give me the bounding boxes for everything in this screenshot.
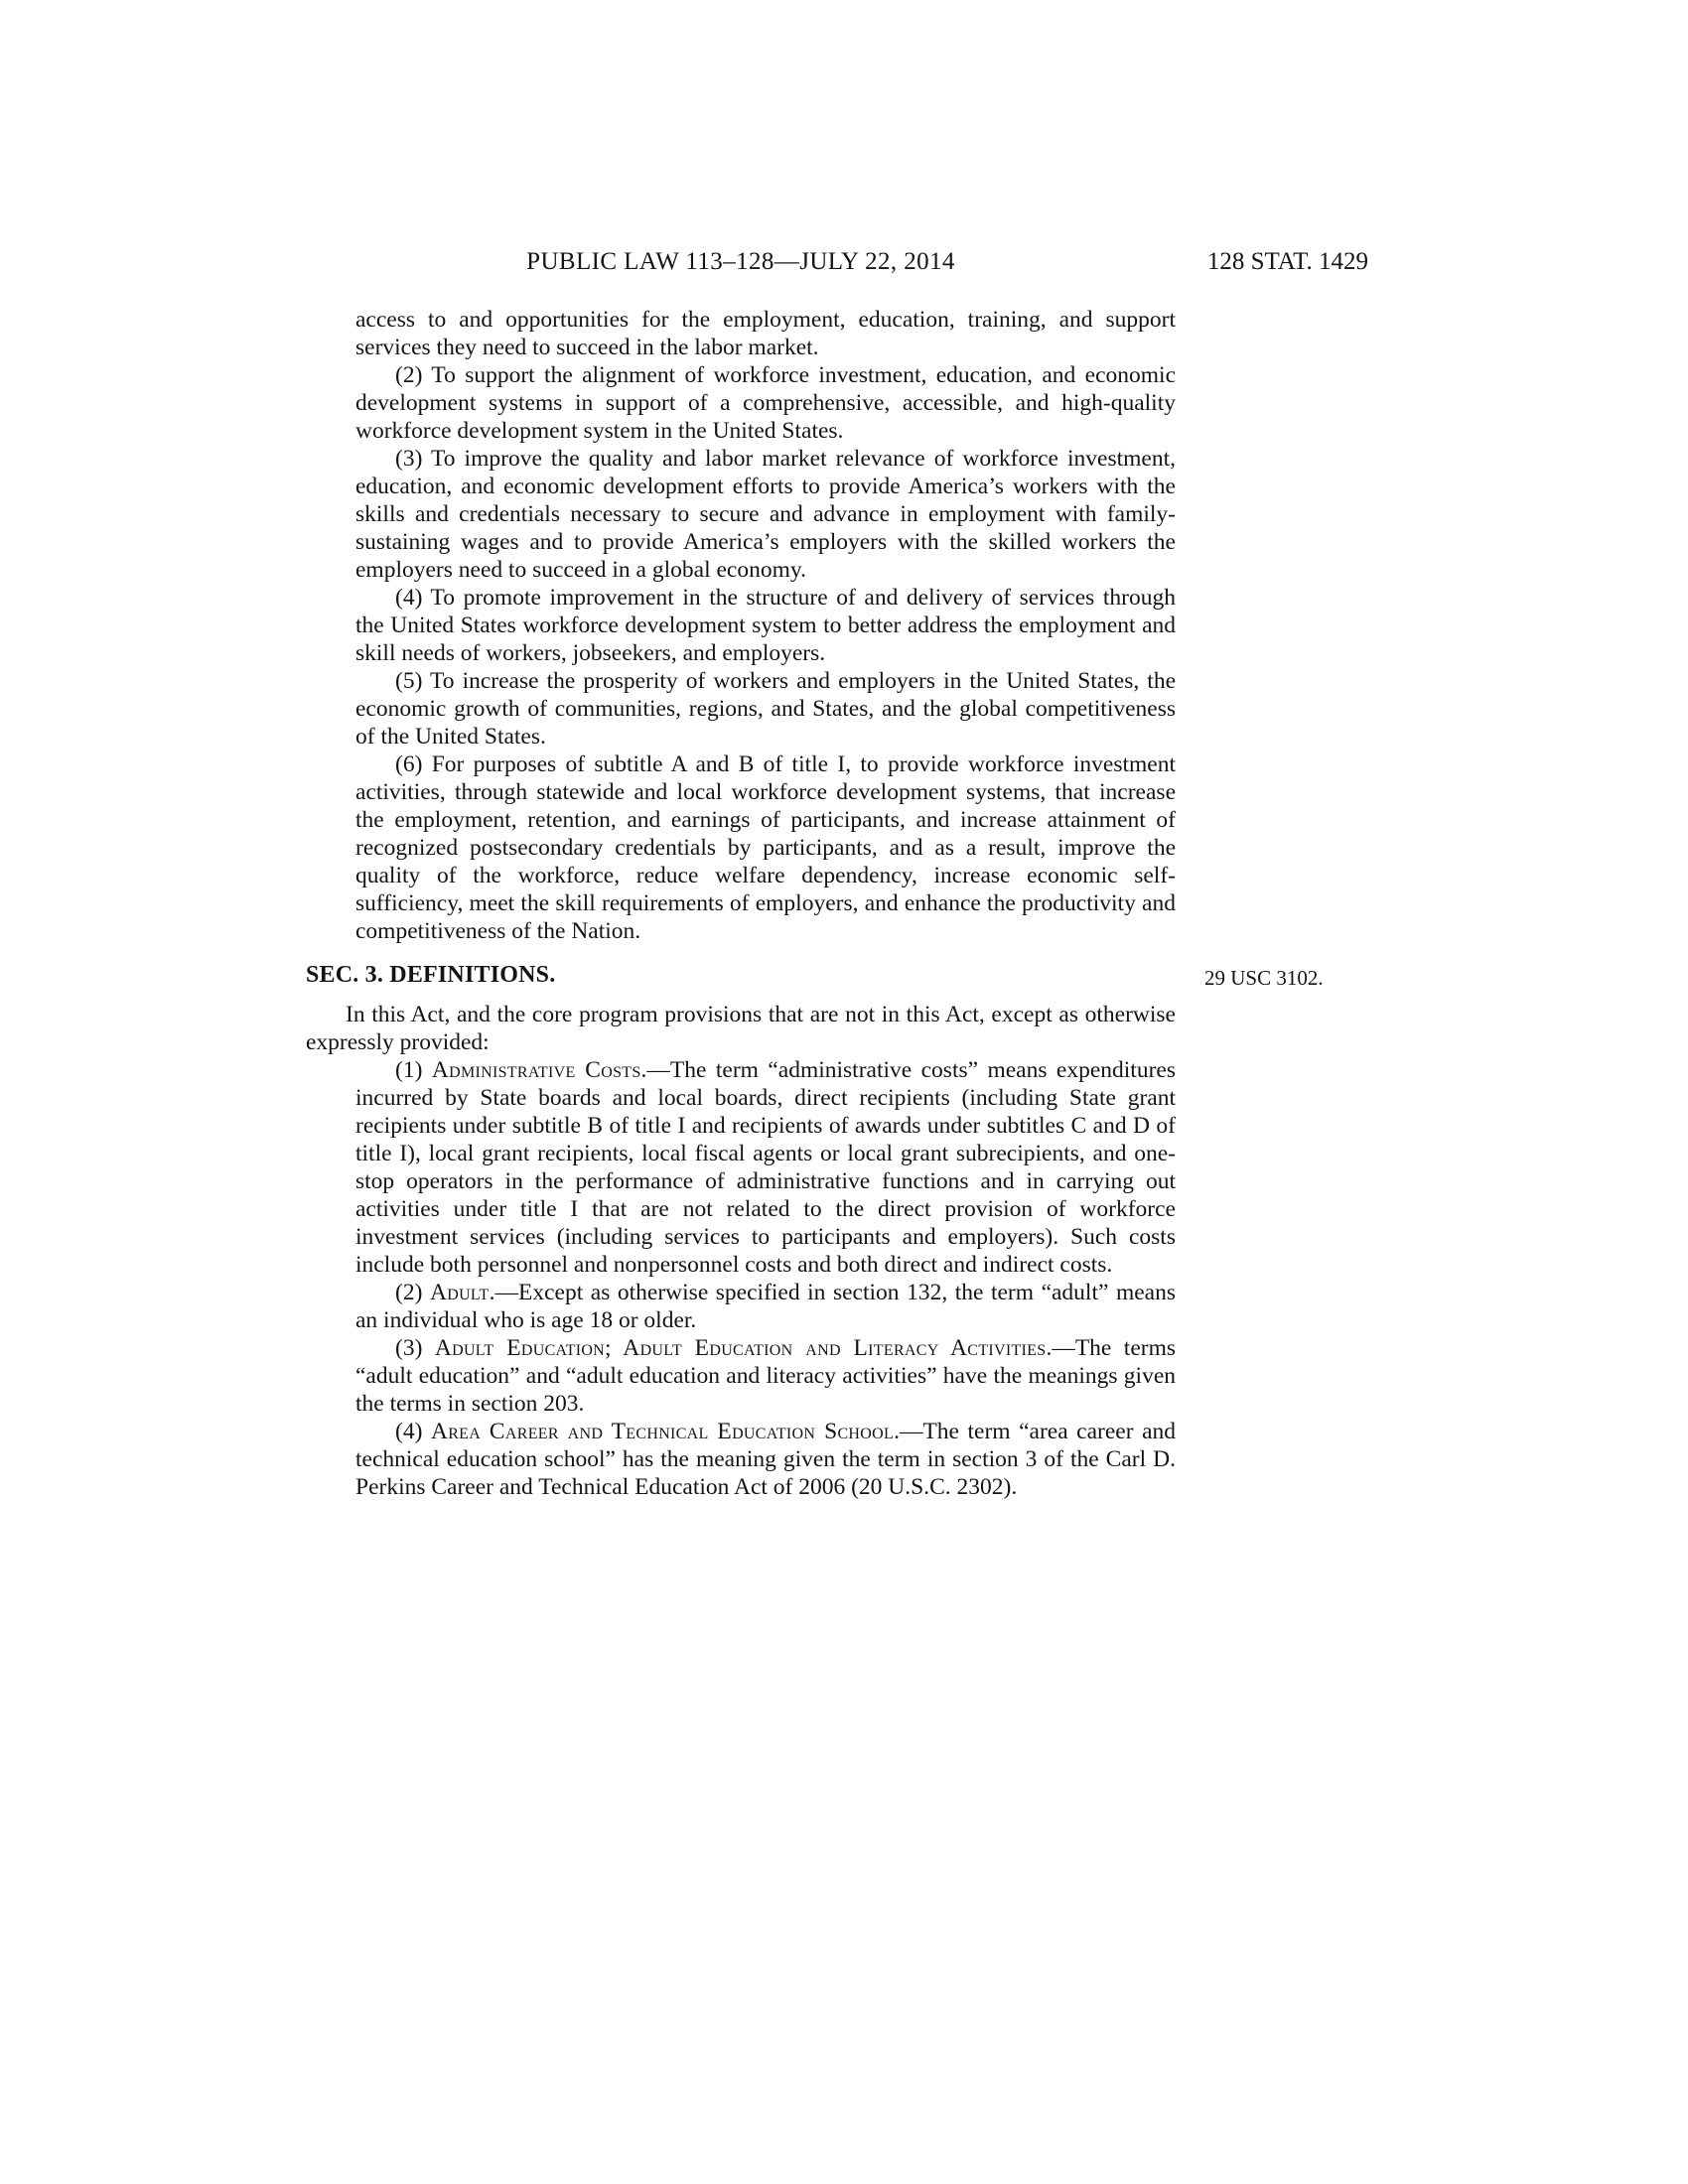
paragraph: [355, 306, 1176, 361]
text-run: (5) To increase the prosperity of workers and employers in the United States, the economic growth of communities, regions, and States, and the global competitiveness of the United States.: [355, 668, 1176, 750]
text-run: In this Act, and the core program provisions that are not in this Act, except as otherwise expressly provided:: [306, 1002, 1176, 1055]
body-content: [306, 306, 1324, 1501]
page-header: [306, 248, 1368, 280]
text-run: (6) For purposes of subtitle A and B of title I, to provide workforce investment activities, through statewide and local workforce development systems, that increase the employment, retention, and earnings of participants, and increase attainment of recognized postsecondary credentials by participants, and as a result, improve the quality of the workforce, reduce welfare dependency, increase economic self-sufficiency, meet the skill requirements of employers, and enhance the productivity and competitiveness of the Nation.: [355, 751, 1176, 944]
paragraph: [355, 1418, 1176, 1501]
defined-term: Administrative Costs: [431, 1057, 641, 1083]
text-run: .—The term “area career and technical education school” has the meaning given the term in section 3 of the Carl D. Perkins Career and Technical Education Act of 2006 (20 U.S.C. 2302).: [355, 1419, 1177, 1500]
paragraph: [355, 751, 1176, 945]
text-run: (1): [395, 1057, 432, 1083]
statute-page-number: 128 STAT. 1429: [1206, 248, 1368, 275]
text-run: .—Except as otherwise specified in section 132, the term “adult” means an individual who is age 18 or older.: [355, 1280, 1176, 1333]
paragraph: [355, 1334, 1176, 1418]
defined-term: Adult Education; Adult Education and Literacy Activities: [434, 1335, 1047, 1361]
text-run: (2) To support the alignment of workforce investment, education, and economic development systems in support of a comprehensive, accessible, and high-quality workforce development system in the United States.: [355, 362, 1176, 444]
paragraph: [306, 1001, 1176, 1056]
text-run: (3): [395, 1335, 435, 1361]
text-run: access to and opportunities for the employment, education, training, and support services they need to succeed in the labor market.: [355, 307, 1176, 360]
law-title: PUBLIC LAW 113–128—JULY 22, 2014: [526, 248, 955, 275]
paragraph: [355, 1056, 1176, 1279]
paragraph: [355, 445, 1176, 584]
paragraph: [355, 1279, 1176, 1334]
paragraph: [355, 361, 1176, 445]
text-run: (2): [395, 1280, 430, 1305]
defined-term: Area Career and Technical Education School: [430, 1419, 895, 1444]
text-run: .—The term “administrative costs” means expenditures incurred by State boards and local boards, direct recipients (including State grant recipients under subtitle B of title I and recipients of awards under subtitles C and D of title I), local grant recipients, local fiscal agents or local grant subrecipients, and one-stop operators in the performance of administrative functions and in carrying out activities under title I that are not related to the direct provision of workforce investment services (including services to participants and employers). Such costs include both personnel and nonpersonnel costs and both direct and indirect costs.: [355, 1057, 1176, 1278]
text-run: .—The terms “adult education” and “adult education and literacy activities” have the meanings given the terms in section 203.: [355, 1335, 1176, 1417]
text-run: (4): [395, 1419, 431, 1444]
section-heading: SEC. 3. DEFINITIONS.: [306, 962, 556, 988]
paragraph: [355, 584, 1176, 667]
defined-term: Adult: [429, 1280, 490, 1305]
paragraph: [355, 667, 1176, 751]
text-run: (4) To promote improvement in the structure of and delivery of services through the United States workforce development system to better address the employment and skill needs of workers, jobseekers, and employers.: [355, 585, 1176, 666]
text-run: (3) To improve the quality and labor market relevance of workforce investment, education, and economic development efforts to provide America’s workers with the skills and credentials necessary to secure and advance in employment with family-sustaining wages and to provide America’s employers with the skilled workers the employers need to succeed in a global economy.: [355, 446, 1176, 583]
usc-margin-note: 29 USC 3102.: [1204, 966, 1324, 990]
section-heading-row: [306, 961, 1324, 990]
